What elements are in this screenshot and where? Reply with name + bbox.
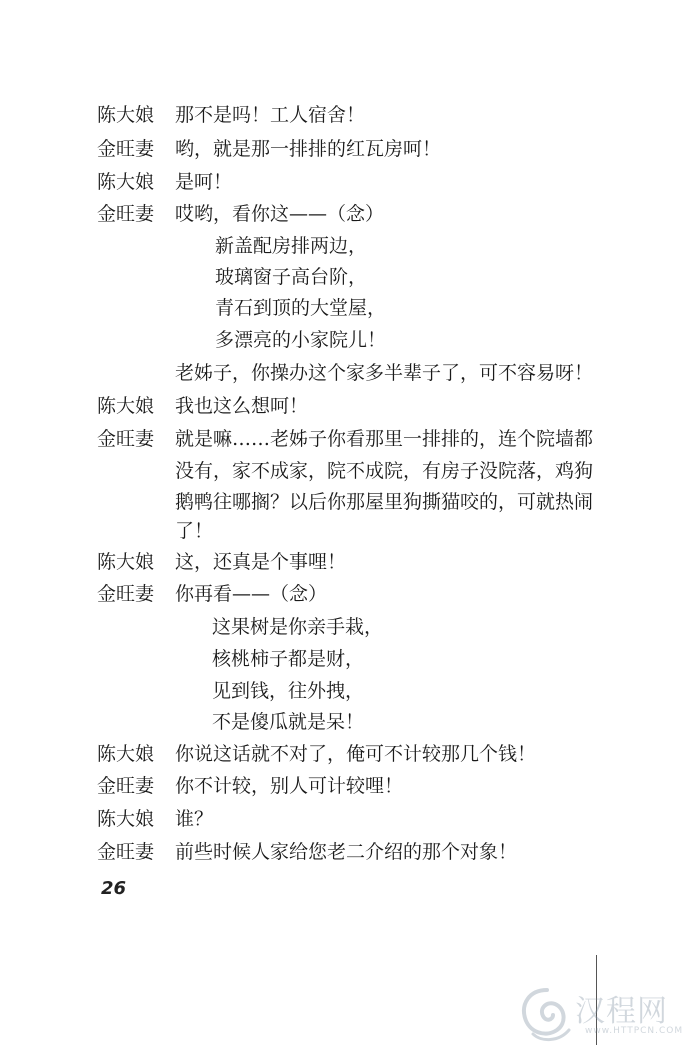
verse-text: 新盖配房排两边， <box>215 235 368 257</box>
speech-text: 那不是吗！工人宿舍！ <box>175 104 366 126</box>
speech-text: 哟，就是那一排排的红瓦房呵！ <box>175 138 442 160</box>
speaker-name: 金旺妻 <box>97 583 155 605</box>
speech-text: 哎哟，看你这——（念） <box>175 203 385 225</box>
speaker-name: 陈大娘 <box>97 551 155 573</box>
speech-text: 老姊子，你操办这个家多半辈子了，可不容易呀！ <box>175 362 594 384</box>
verse-text: 多漂亮的小家院儿！ <box>215 329 387 351</box>
speech-text: 是呵！ <box>175 171 233 193</box>
watermark-url: www.HTTPCN.COM <box>585 1026 684 1036</box>
swirl-logo-icon <box>515 984 579 1046</box>
speech-text: 前些时候人家给您老二介绍的那个对象！ <box>175 841 518 863</box>
speaker-name: 陈大娘 <box>97 395 155 417</box>
speaker-name: 金旺妻 <box>97 841 155 863</box>
verse-text: 这果树是你亲手栽， <box>212 616 384 638</box>
speech-text: 这，还真是个事哩！ <box>175 551 347 573</box>
speaker-name: 金旺妻 <box>97 428 155 450</box>
verse-text: 见到钱，往外拽， <box>212 680 365 702</box>
speaker-name: 陈大娘 <box>97 171 155 193</box>
speech-text: 没有，家不成家，院不成院，有房子没院落，鸡狗 <box>175 460 594 482</box>
speaker-name: 陈大娘 <box>97 743 155 765</box>
speech-text: 了！ <box>175 520 214 542</box>
speech-text: 我也这么想呵！ <box>175 395 309 417</box>
speech-text: 就是嘛……老姊子你看那里一排排的，连个院墙都 <box>175 428 594 450</box>
verse-text: 不是傻瓜就是呆！ <box>212 711 365 733</box>
speech-text: 谁？ <box>175 808 214 830</box>
speech-text: 你不计较，别人可计较哩！ <box>175 775 404 797</box>
watermark <box>515 982 695 1052</box>
speech-text: 鹅鸭往哪搁？以后你那屋里狗撕猫咬的，可就热闹 <box>175 491 594 513</box>
speaker-name: 陈大娘 <box>97 104 155 126</box>
verse-text: 核桃柿子都是财， <box>212 648 365 670</box>
speaker-name: 陈大娘 <box>97 808 155 830</box>
speaker-name: 金旺妻 <box>97 138 155 160</box>
page-number: 26 <box>101 878 127 899</box>
speaker-name: 金旺妻 <box>97 775 155 797</box>
verse-text: 玻璃窗子高台阶， <box>215 266 368 288</box>
speaker-name: 金旺妻 <box>97 203 155 225</box>
speech-text: 你说这话就不对了，俺可不计较那几个钱！ <box>175 743 537 765</box>
watermark-text: 汉程网 <box>575 994 668 1029</box>
verse-text: 青石到顶的大堂屋， <box>215 297 387 319</box>
speech-text: 你再看——（念） <box>175 583 328 605</box>
